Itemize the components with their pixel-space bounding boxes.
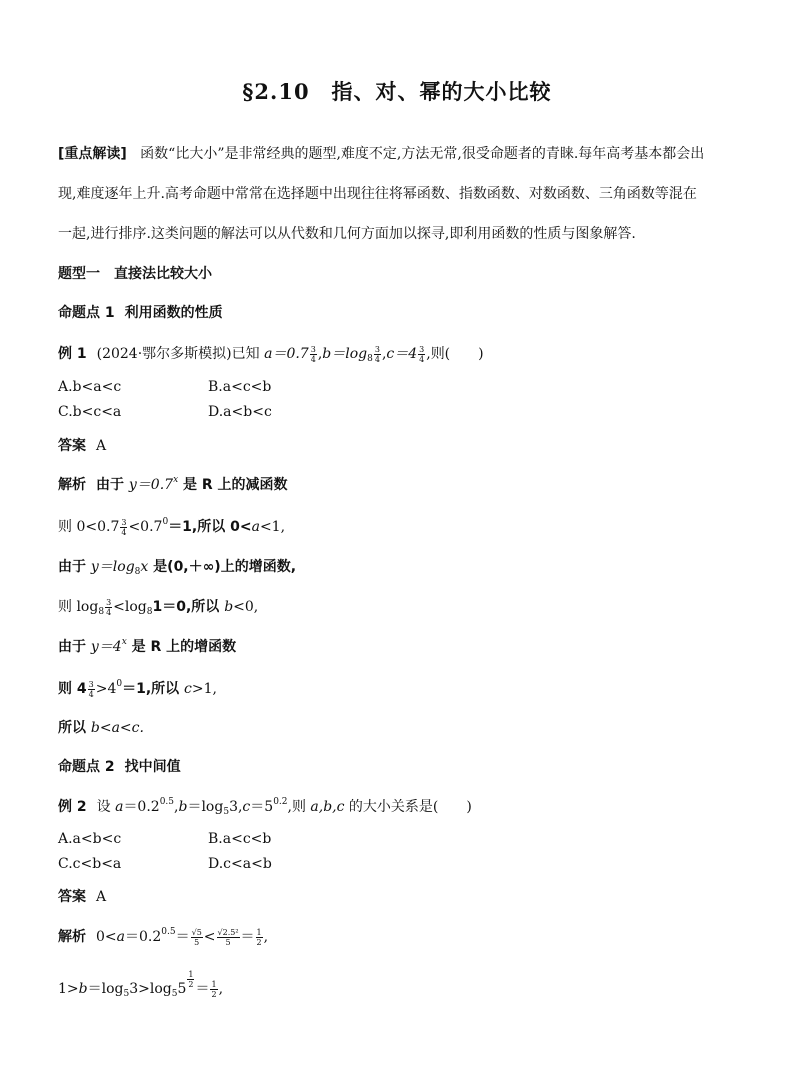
intro-line-3: 一起,进行排序.这类问题的解法可以从代数和几何方面加以探寻,即利用函数的性质与图象解答. bbox=[58, 226, 636, 242]
frac-num: 3 bbox=[419, 344, 425, 354]
sol-expr: y＝4 bbox=[90, 639, 122, 655]
sol-text: 0< bbox=[96, 929, 117, 945]
answer-label: 答案 bbox=[58, 889, 86, 905]
sol-text: 则 4 bbox=[58, 681, 87, 697]
sol-text: 1> bbox=[58, 981, 79, 997]
sol-text: ＝1,所以 bbox=[122, 681, 185, 697]
frac-den: 5 bbox=[225, 937, 231, 947]
ex-var: a,b,c bbox=[310, 799, 345, 815]
ex-text: , bbox=[174, 799, 179, 815]
sol-var: b bbox=[224, 599, 234, 615]
solution-1-line-2 bbox=[58, 516, 285, 537]
solution-1-line-5 bbox=[58, 636, 236, 656]
sol-sup: 0 bbox=[162, 517, 169, 527]
sol-text: 所以 bbox=[58, 720, 91, 736]
solution-2-line-2 bbox=[58, 970, 223, 999]
answer-value: A bbox=[96, 438, 107, 454]
intro-line-2: 现,难度逐年上升.高考命题中常常在选择题中出现往往将幂函数、指数函数、对数函数、三角函数等混在 bbox=[58, 186, 697, 202]
solution-1-line-7 bbox=[58, 717, 144, 737]
sol-var: c bbox=[184, 681, 192, 697]
option-b: B.a<c<b bbox=[208, 831, 272, 847]
option-d: D.a<b<c bbox=[208, 404, 272, 420]
example-1-stem: 例 1 (2024·鄂尔多斯模拟)已知 a＝0.7 $\frac{3}{4}$ $,b=\log_8$ $\frac{3}{4}$ ,c＝4 $\frac{3}{4}$ ,则( ) bbox=[58, 344, 484, 364]
frac-num: 3 bbox=[121, 517, 127, 527]
sol-text: 是(0,＋∞)上的增函数, bbox=[148, 559, 297, 575]
fraction bbox=[210, 980, 217, 999]
sol-text: 是 R 上的减函数 bbox=[178, 477, 288, 493]
option-c: C.c<b<a bbox=[58, 856, 122, 872]
answer-label: 答案 bbox=[58, 438, 86, 454]
intro-text-1: 函数“比大小”是非常经典的题型,难度不定,方法无常,很受命题者的青睐.每年高考基本都会出 bbox=[140, 146, 705, 162]
log-arg-fraction bbox=[374, 345, 381, 364]
exp-fraction bbox=[120, 518, 127, 537]
frac-num: 3 bbox=[374, 344, 380, 354]
solution-1-line-4 bbox=[58, 596, 258, 617]
frac-den: 4 bbox=[310, 354, 316, 364]
ex-text: 设 bbox=[96, 799, 116, 815]
sol-text: 则 log bbox=[58, 599, 99, 615]
point-label: 命题点 2 bbox=[58, 759, 115, 775]
frac-den: 4 bbox=[88, 689, 94, 699]
fraction bbox=[191, 928, 203, 947]
frac-num: 1 bbox=[188, 970, 194, 979]
ex-var: c bbox=[242, 799, 251, 815]
frac-num: 1 bbox=[256, 927, 262, 937]
frac-num: √2.5² bbox=[217, 927, 239, 937]
sol-text: ＝1,所以 0< bbox=[168, 519, 252, 535]
sol-sup: 0.5 bbox=[161, 927, 176, 937]
frac-num: 1 bbox=[211, 979, 217, 989]
example-text: 已知 bbox=[231, 346, 265, 362]
option-a: A.b<a<c bbox=[58, 379, 122, 395]
sol-text: >1, bbox=[191, 681, 217, 697]
sol-sub: 5 bbox=[123, 989, 130, 999]
sol-var: x bbox=[140, 559, 149, 575]
sol-var: b bbox=[78, 981, 88, 997]
sol-text: <1, bbox=[259, 519, 286, 535]
frac-num: 3 bbox=[106, 597, 112, 607]
fraction bbox=[187, 970, 194, 989]
frac-den: 5 bbox=[194, 937, 200, 947]
ex-sub: 5 bbox=[223, 807, 230, 817]
sol-sub: 8 bbox=[98, 607, 105, 617]
sol-text: ＝ bbox=[175, 929, 190, 945]
answer-2 bbox=[58, 886, 106, 906]
exp-fraction bbox=[418, 345, 425, 364]
sol-text: , bbox=[218, 981, 224, 997]
point-text: 找中间值 bbox=[124, 759, 181, 775]
exp-fraction bbox=[310, 345, 317, 364]
page-title: §2.10 指、对、幂的大小比较 bbox=[242, 79, 552, 104]
answer-value: A bbox=[96, 889, 107, 905]
ex-sup: 0.2 bbox=[273, 797, 288, 807]
log-base: 8 bbox=[367, 354, 373, 364]
ex-text: ＝0.2 bbox=[123, 799, 160, 815]
solution-label: 解析 bbox=[58, 477, 86, 493]
ex-text: ＝5 bbox=[250, 799, 274, 815]
option-d: D.c<a<b bbox=[208, 856, 272, 872]
ex-text: 3, bbox=[229, 799, 243, 815]
frac-num: √5 bbox=[191, 927, 202, 937]
frac-den: 4 bbox=[106, 607, 112, 617]
ex-text: ＝log bbox=[187, 799, 224, 815]
sol-text: <0.7 bbox=[128, 519, 163, 535]
solution-label: 解析 bbox=[58, 929, 86, 945]
ex-var: b bbox=[178, 799, 188, 815]
expr-c: c＝4 bbox=[386, 346, 418, 362]
point-heading-2 bbox=[58, 756, 181, 776]
sol-text: 3>log bbox=[129, 981, 172, 997]
sol-text: <log bbox=[113, 599, 147, 615]
sol-text: < bbox=[203, 929, 216, 945]
exp-fraction bbox=[88, 680, 95, 699]
example-source: (2024·鄂尔多斯模拟) bbox=[96, 346, 232, 362]
ex-text: 的大小关系是( ) bbox=[344, 799, 472, 815]
example-label: 例 2 bbox=[58, 799, 87, 815]
frac-den: 4 bbox=[419, 354, 425, 364]
intro-line-1 bbox=[58, 143, 704, 163]
solution-1-line-6 bbox=[58, 678, 217, 699]
example-2-stem bbox=[58, 796, 472, 816]
point-heading-1 bbox=[58, 302, 223, 322]
sol-sub: 5 bbox=[171, 989, 178, 999]
sol-var: a bbox=[251, 519, 260, 535]
sol-sup: 0 bbox=[116, 679, 123, 689]
fraction bbox=[256, 928, 263, 947]
frac-num: 3 bbox=[88, 679, 94, 689]
sol-text: 由于 bbox=[58, 639, 91, 655]
frac-num: 3 bbox=[310, 344, 316, 354]
frac-den: 2 bbox=[188, 980, 194, 989]
example-tail: 则( ) bbox=[430, 346, 484, 362]
sol-text: , bbox=[263, 929, 269, 945]
sol-text: ＝ bbox=[240, 929, 255, 945]
point-label: 命题点 1 bbox=[58, 305, 115, 321]
option-a: A.a<b<c bbox=[58, 831, 122, 847]
sol-expr: b<a<c. bbox=[90, 720, 144, 736]
frac-den: 2 bbox=[211, 989, 217, 999]
solution-1-line-3 bbox=[58, 556, 296, 576]
sol-text: 由于 bbox=[58, 559, 91, 575]
solution-1-line-1 bbox=[58, 474, 288, 494]
frac-den: 2 bbox=[256, 937, 262, 947]
option-b: B.a<c<b bbox=[208, 379, 272, 395]
sol-text: <0, bbox=[233, 599, 259, 615]
sol-expr: y＝log bbox=[90, 559, 135, 575]
answer-1 bbox=[58, 435, 106, 455]
expr-a: a＝0.7 bbox=[264, 346, 309, 362]
sol-expr: y＝0.7 bbox=[128, 477, 174, 493]
sol-sub: 8 bbox=[146, 607, 153, 617]
sol-text: ＝ bbox=[195, 981, 210, 997]
ex-text: ,则 bbox=[287, 799, 311, 815]
sol-sup: x bbox=[121, 637, 127, 647]
sol-sup: x bbox=[173, 475, 179, 485]
frac-den: 4 bbox=[121, 527, 127, 537]
sol-text: ＝log bbox=[87, 981, 124, 997]
sol-text: ＝0.2 bbox=[125, 929, 162, 945]
intro-label: [重点解读] bbox=[58, 146, 127, 162]
sol-text: 由于 bbox=[96, 477, 129, 493]
sol-text: >4 bbox=[95, 681, 117, 697]
sol-text: 1＝0,所以 bbox=[152, 599, 225, 615]
expr-b: b＝log bbox=[322, 346, 368, 362]
sol-text: 5 bbox=[177, 981, 187, 997]
sol-var: a bbox=[116, 929, 125, 945]
sol-text: 是 R 上的增函数 bbox=[126, 639, 237, 655]
ex-var: a bbox=[115, 799, 124, 815]
point-text: 利用函数的性质 bbox=[124, 305, 223, 321]
solution-2-line-1 bbox=[58, 926, 268, 947]
frac-den: 4 bbox=[374, 354, 380, 364]
option-c: C.b<c<a bbox=[58, 404, 122, 420]
section-heading-1: 题型一 直接法比较大小 bbox=[58, 266, 212, 282]
sol-text: 则 0<0.7 bbox=[58, 519, 120, 535]
example-label: 例 1 bbox=[58, 346, 87, 362]
log-arg-fraction bbox=[105, 598, 112, 617]
ex-sup: 0.5 bbox=[159, 797, 175, 807]
fraction bbox=[217, 928, 240, 947]
sol-sub: 8 bbox=[134, 567, 141, 577]
